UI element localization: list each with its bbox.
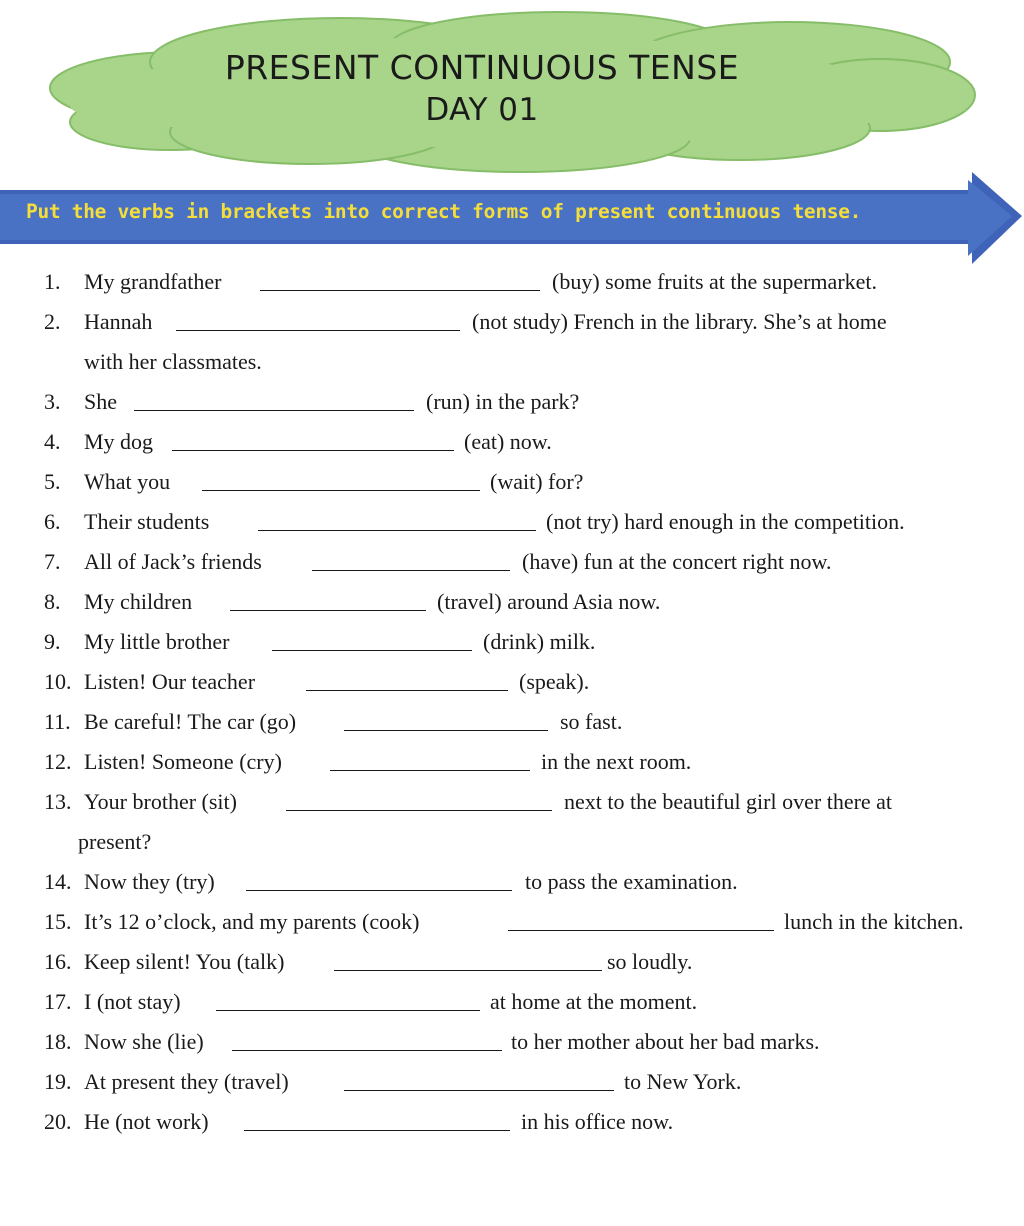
exercise-continuation: (speak). xyxy=(519,669,590,694)
exercise-prompt: Listen! Someone (cry) xyxy=(84,749,282,774)
page-title: PRESENT CONTINUOUS TENSE xyxy=(224,48,740,87)
answer-blank[interactable] xyxy=(232,1050,502,1051)
exercise-number: 12. xyxy=(44,749,72,774)
exercise-prompt: It’s 12 o’clock, and my parents (cook) xyxy=(84,909,420,934)
exercise-continuation: to New York. xyxy=(624,1069,742,1094)
exercise-wrapped-text: with her classmates. xyxy=(84,349,262,374)
exercise-continuation: (travel) around Asia now. xyxy=(437,589,661,614)
answer-blank[interactable] xyxy=(508,930,774,931)
exercise-continuation: so loudly. xyxy=(607,949,693,974)
exercise-prompt: Hannah xyxy=(84,309,153,334)
instruction-text: Put the verbs in brackets into correct forms of present continuous tense. xyxy=(26,200,862,223)
exercise-continuation: (have) fun at the concert right now. xyxy=(522,549,832,574)
answer-blank[interactable] xyxy=(246,890,512,891)
exercise-continuation: in his office now. xyxy=(521,1109,674,1134)
exercise-number: 3. xyxy=(44,389,61,414)
exercise-prompt: Now she (lie) xyxy=(84,1029,204,1054)
exercise-wrapped-text: present? xyxy=(78,829,152,854)
page-subtitle-day: DAY 01 xyxy=(425,92,539,128)
exercise-number: 16. xyxy=(44,949,72,974)
exercise-number: 18. xyxy=(44,1029,72,1054)
exercise-number: 8. xyxy=(44,589,61,614)
answer-blank[interactable] xyxy=(216,1010,480,1011)
exercise-prompt: He (not work) xyxy=(84,1109,209,1134)
exercise-number: 10. xyxy=(44,669,72,694)
exercise-prompt: At present they (travel) xyxy=(84,1069,289,1094)
answer-blank[interactable] xyxy=(330,770,530,771)
exercise-prompt: Keep silent! You (talk) xyxy=(84,949,285,974)
exercise-number: 4. xyxy=(44,429,61,454)
exercise-number: 19. xyxy=(44,1069,72,1094)
exercise-continuation: at home at the moment. xyxy=(490,989,698,1014)
exercise-continuation: (wait) for? xyxy=(490,469,584,494)
exercise-continuation: (buy) some fruits at the supermarket. xyxy=(552,269,878,294)
exercise-prompt: My grandfather xyxy=(84,269,222,294)
exercise-number: 7. xyxy=(44,549,61,574)
exercise-continuation: (not try) hard enough in the competition. xyxy=(546,509,905,534)
exercise-prompt: My little brother xyxy=(84,629,230,654)
answer-blank[interactable] xyxy=(244,1130,510,1131)
exercise-number: 14. xyxy=(44,869,72,894)
exercise-continuation: to pass the examination. xyxy=(525,869,738,894)
exercise-continuation: (not study) French in the library. She’s at home xyxy=(472,309,887,334)
exercise-prompt: My children xyxy=(84,589,193,614)
exercise-number: 15. xyxy=(44,909,72,934)
answer-blank[interactable] xyxy=(334,970,602,971)
exercise-number: 13. xyxy=(44,789,72,814)
answer-blank[interactable] xyxy=(202,490,480,491)
exercise-number: 1. xyxy=(44,269,61,294)
exercise-prompt: All of Jack’s friends xyxy=(84,549,262,574)
exercise-continuation: in the next room. xyxy=(541,749,692,774)
exercise-prompt: I (not stay) xyxy=(84,989,181,1014)
exercise-number: 5. xyxy=(44,469,61,494)
exercise-number: 9. xyxy=(44,629,61,654)
exercise-prompt: Now they (try) xyxy=(84,869,215,894)
answer-blank[interactable] xyxy=(286,810,552,811)
exercise-number: 2. xyxy=(44,309,61,334)
exercise-continuation: (eat) now. xyxy=(464,429,552,454)
exercise-prompt: Listen! Our teacher xyxy=(84,669,256,694)
exercise-prompt: My dog xyxy=(84,429,154,454)
exercise-continuation: next to the beautiful girl over there at xyxy=(564,789,893,814)
exercise-number: 17. xyxy=(44,989,72,1014)
answer-blank[interactable] xyxy=(344,1090,614,1091)
answer-blank[interactable] xyxy=(134,410,414,411)
exercise-prompt: What you xyxy=(84,469,171,494)
exercise-number: 6. xyxy=(44,509,61,534)
exercise-prompt: Be careful! The car (go) xyxy=(84,709,297,734)
exercise-number: 11. xyxy=(44,709,71,734)
exercise-number: 20. xyxy=(44,1109,72,1134)
answer-blank[interactable] xyxy=(344,730,548,731)
answer-blank[interactable] xyxy=(172,450,454,451)
answer-blank[interactable] xyxy=(258,530,536,531)
exercise-continuation: so fast. xyxy=(560,709,623,734)
answer-blank[interactable] xyxy=(230,610,426,611)
answer-blank[interactable] xyxy=(312,570,510,571)
title-cloud-shape xyxy=(0,0,1024,180)
exercise-continuation: lunch in the kitchen. xyxy=(784,909,964,934)
exercise-continuation: to her mother about her bad marks. xyxy=(511,1029,820,1054)
answer-blank[interactable] xyxy=(272,650,472,651)
exercise-prompt: Your brother (sit) xyxy=(84,789,237,814)
exercise-continuation: (drink) milk. xyxy=(483,629,596,654)
exercise-continuation: (run) in the park? xyxy=(426,389,580,414)
exercise-prompt: She xyxy=(84,389,117,414)
exercise-prompt: Their students xyxy=(84,509,210,534)
answer-blank[interactable] xyxy=(306,690,508,691)
answer-blank[interactable] xyxy=(176,330,460,331)
answer-blank[interactable] xyxy=(260,290,540,291)
